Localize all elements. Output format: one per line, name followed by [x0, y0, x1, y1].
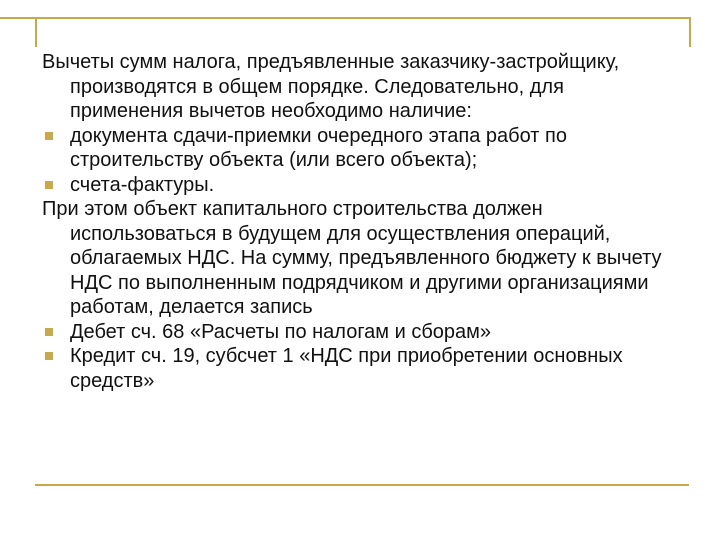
bullet-item-invoice	[42, 173, 682, 198]
slide-content	[42, 50, 682, 393]
square-bullet-icon	[45, 352, 53, 360]
bullet-item-acceptance-document	[42, 124, 682, 173]
bullet-text: документа сдачи-приемки очередного этапа работ по строительству объекта (или всего объекта);	[70, 124, 567, 171]
bullet-item-credit	[42, 344, 682, 393]
intro-paragraph: Вычеты сумм налога, предъявленные заказчику-застройщику, производятся в общем порядке. Следовательно, для применения вычетов необходимо наличие:	[42, 51, 620, 122]
bullet-text: Дебет сч. 68 «Расчеты по налогам и сборам»	[70, 320, 492, 343]
bullet-item-debit	[42, 320, 682, 345]
condition-paragraph: При этом объект капитального строительства должен использоваться в будущем для осуществления операций, облагаемых НДС. На сумму, предъявленного бюджету к вычету НДС по выполненным подрядчиком и другими организациями работам, делается запись	[42, 198, 662, 318]
right-divider	[689, 17, 691, 47]
square-bullet-icon	[45, 132, 53, 140]
square-bullet-icon	[45, 328, 53, 336]
bullet-text: Кредит сч. 19, субсчет 1 «НДС при приобретении основных средств»	[70, 345, 623, 392]
bottom-divider	[35, 484, 689, 486]
bullet-text: счета-фактуры.	[70, 173, 215, 196]
square-bullet-icon	[45, 181, 53, 189]
top-divider	[0, 17, 690, 19]
left-divider	[35, 17, 37, 47]
